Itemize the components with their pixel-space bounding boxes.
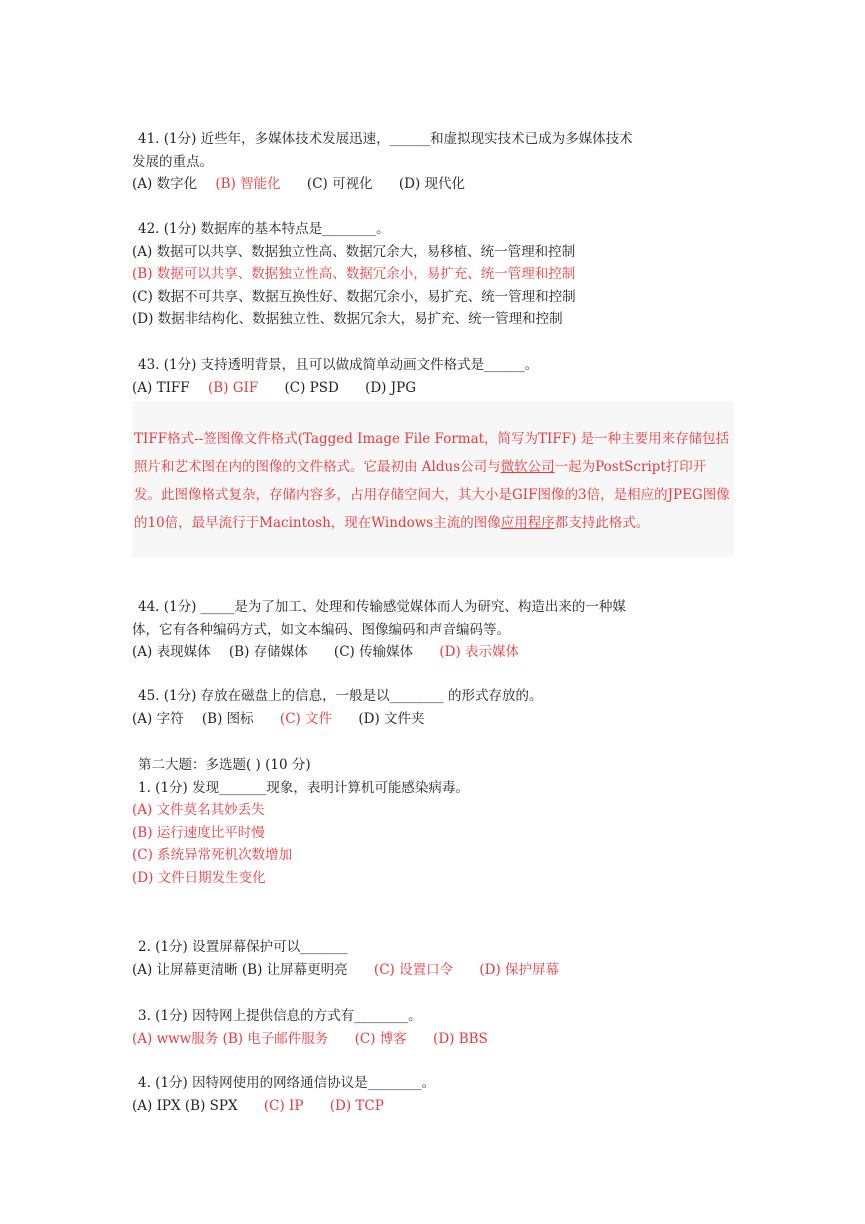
question-42 — [132, 218, 734, 331]
option-b-answer: (B) 智能化 — [215, 176, 281, 192]
option-c: (C) 可视化 — [306, 176, 373, 192]
options-row — [132, 959, 734, 982]
question-41 — [132, 128, 734, 196]
explanation-box — [132, 401, 734, 557]
option-d-answer: (D) 表示媒体 — [439, 644, 520, 660]
option-d: (D) JPG — [365, 379, 417, 396]
option-d-answer: (D) BBS — [433, 1030, 488, 1047]
question-stem: 45. (1分) 存放在磁盘上的信息，一般是以________ 的形式存放的。 — [138, 688, 543, 704]
options-row — [132, 1028, 734, 1051]
option-b-answer: (B) GIF — [207, 379, 259, 396]
section-2 — [132, 754, 734, 889]
question-stem-cont: 发展的重点。 — [132, 153, 213, 170]
option-c-answer: (C) 博客 — [354, 1030, 407, 1047]
option-a: (A) TIFF — [132, 379, 190, 396]
multi-question-2 — [132, 936, 734, 981]
question-stem-cont: 体，它有各种编码方式，如文本编码、图像编码和声音编码等。 — [132, 621, 510, 638]
question-stem: 1. (1分) 发现_______现象，表明计算机可能感染病毒。 — [138, 779, 469, 796]
option-a: (A) 让屏幕更清晰 — [132, 961, 238, 978]
question-stem: 43. (1分) 支持透明背景，且可以做成简单动画文件格式是______。 — [138, 357, 539, 373]
option-d: (D) 数据非结构化、数据独立性、数据冗余大，易扩充、统一管理和控制 — [132, 311, 563, 327]
option-a: (A) 表现媒体 — [132, 644, 211, 660]
question-stem: 42. (1分) 数据库的基本特点是________。 — [138, 221, 390, 237]
explanation-text: TIFF格式--签图像文件格式(Tagged Image File Format，简写为TIFF) 是一种主要用来存储包括照片和艺术图在内的图像的文件格式。它最初由 Aldus公司与微软公司一起为PostScript打印开发。此图像格式复杂，存储内容多，占用存储空间大，其大小是GIF图像的3倍，是相应的JPEG图像的10倍，最早流行于Macintosh，现在Windows主流的图像应用程序都支持此格式。 — [134, 431, 730, 531]
options-row — [132, 708, 734, 731]
option-a: (A) 字符 — [132, 710, 184, 727]
option-c-answer: (C) 文件 — [279, 710, 333, 727]
option-b: (B) SPX — [184, 1097, 238, 1114]
option-b: (B) 存储媒体 — [228, 644, 308, 660]
option-b: (B) 图标 — [201, 710, 254, 727]
option-b-answer: (B) 电子邮件服务 — [222, 1030, 329, 1047]
link-microsoft[interactable]: 微软公司 — [500, 459, 555, 475]
question-43 — [132, 354, 734, 399]
option-b-answer: (B) 数据可以共享、数据独立性高、数据冗余小，易扩充、统一管理和控制 — [132, 266, 576, 282]
option-b-answer: (B) 运行速度比平时慢 — [132, 824, 265, 841]
option-c: (C) 传输媒体 — [333, 644, 414, 660]
option-a-answer: (A) 文件莫名其妙丢失 — [132, 802, 265, 818]
question-stem: 2. (1分) 设置屏幕保护可以_______ — [138, 939, 348, 955]
option-a: (A) 数据可以共享、数据独立性高、数据冗余大，易移植、统一管理和控制 — [132, 243, 576, 260]
question-45 — [132, 685, 734, 730]
question-stem: 4. (1分) 因特网使用的网络通信协议是________。 — [138, 1075, 436, 1091]
question-stem: 44. (1分) _____是为了加工、处理和传输感觉媒体而人为研究、构造出来的一种媒 — [138, 599, 626, 615]
option-c: (C) PSD — [284, 379, 339, 396]
option-d-answer: (D) 文件日期发生变化 — [132, 869, 266, 886]
multi-question-4 — [132, 1072, 734, 1117]
option-d-answer: (D) TCP — [329, 1097, 384, 1114]
option-d: (D) 现代化 — [398, 176, 466, 192]
question-stem: 3. (1分) 因特网上提供信息的方式有________。 — [138, 1008, 422, 1024]
options-row — [132, 377, 734, 400]
question-stem: 41. (1分) 近些年，多媒体技术发展迅速，______和虚拟现实技术已成为多媒体技术 — [138, 131, 633, 147]
option-a: (A) 数字化 — [132, 176, 198, 192]
option-c-answer: (C) 系统异常死机次数增加 — [132, 847, 293, 863]
option-c: (C) 数据不可共享、数据互换性好、数据冗余小，易扩充、统一管理和控制 — [132, 288, 576, 305]
question-44 — [132, 596, 734, 664]
option-d-answer: (D) 保护屏幕 — [479, 961, 560, 978]
options-row — [132, 641, 734, 664]
section-title: 第二大题：多选题( ) (10 分) — [138, 757, 311, 773]
option-c-answer: (C) IP — [263, 1097, 304, 1114]
option-c-answer: (C) 设置口令 — [373, 961, 454, 978]
options-row — [132, 1095, 734, 1118]
multi-question-3 — [132, 1005, 734, 1050]
link-application[interactable]: 应用程序 — [500, 515, 555, 531]
option-a-answer: (A) www服务 — [132, 1030, 219, 1047]
option-b: (B) 让屏幕更明亮 — [241, 961, 348, 978]
options-row — [132, 173, 734, 196]
option-a: (A) IPX — [132, 1097, 181, 1114]
option-d: (D) 文件夹 — [358, 710, 425, 727]
